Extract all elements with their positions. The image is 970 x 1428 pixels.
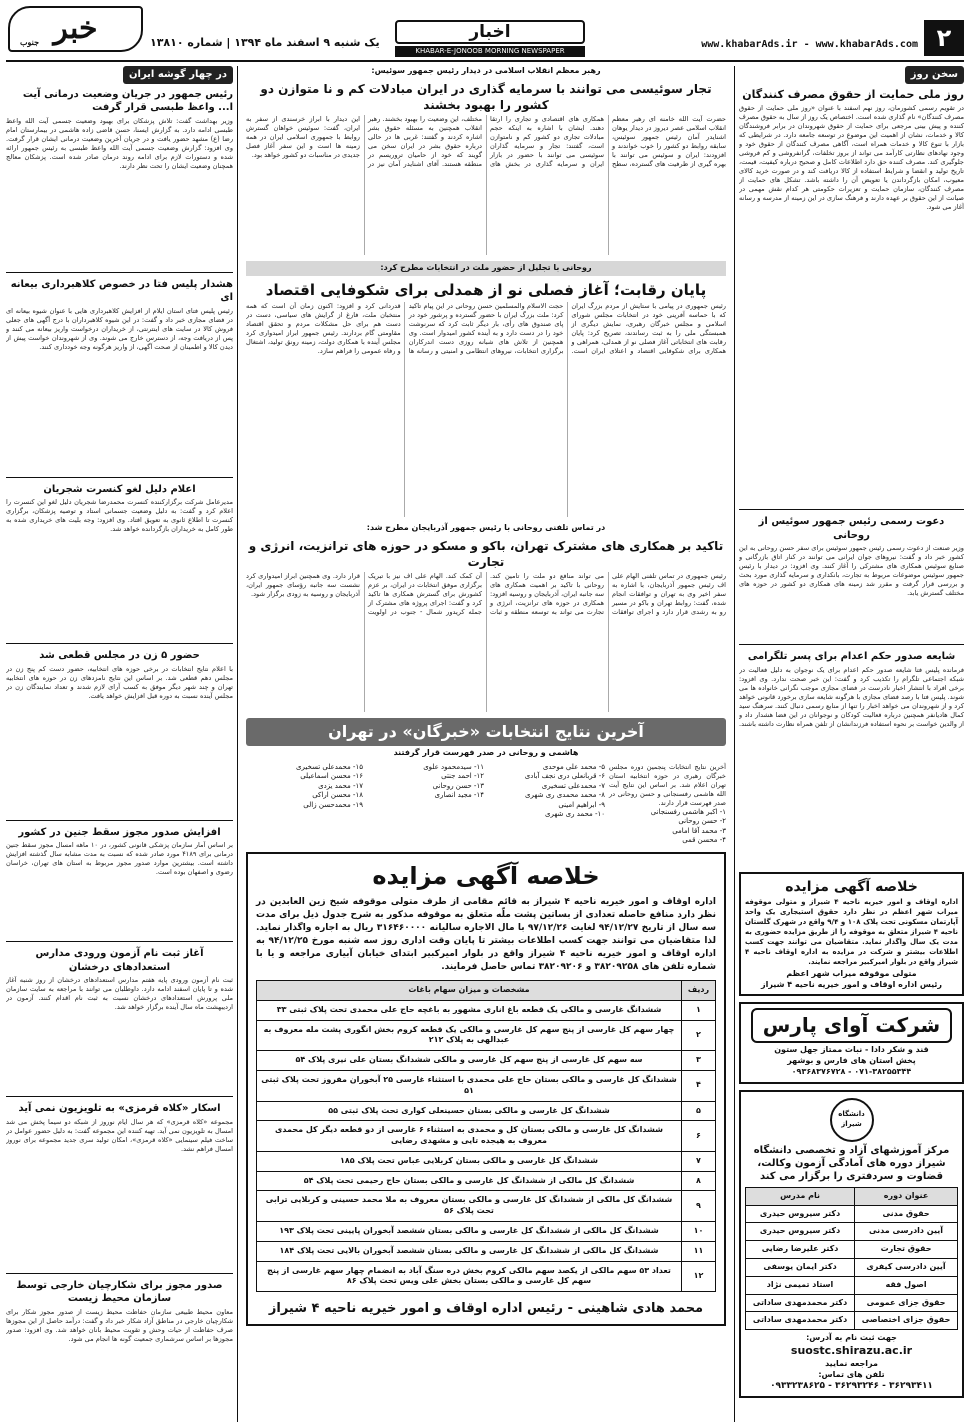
list-item: ۶- قربانعلی دری نجف آبادی [524,772,605,781]
story-title: اعلام دلیل لغو کنسرت شجریان [43,483,196,495]
section-box: در چهار گوشه ایران [123,66,233,84]
candidate-lists [246,763,726,846]
list-item: ۹- ابراهیم امینی [558,800,605,809]
teacher-header: نام مدرس [746,1187,855,1205]
lot-description: ششدانگ غارسی و مالکی یک قطعه باغ اناری مشهور به باغچه حاج علی محمدی تحت پلاک ثبتی ۳۳ [257,1000,682,1020]
lead-kicker: روحانی با تجلیل از حضور ملت در انتخابات مطرح کرد: [246,261,726,276]
date-issue: یک شنبه ۹ اسفند ماه ۱۳۹۴ | شماره ۱۳۸۱۰ [150,36,380,49]
list-item: ۱۵- محمدعلی تسخیری [296,762,363,771]
election-intro: آخرین نتایج انتخابات پنجمین دوره مجلس خبرگان رهبری در حوزه انتخابیه استان تهران اعلام شد. بر اساس این نتایج آیت الله هاشمی رفسنجانی و حسن روحانی در صدر فهرست قرار دارند. [609,762,726,807]
editorial-title: روز ملی حمایت از حقوق مصرف کنندگان [742,87,964,101]
lot-number: ۱۲ [682,1261,716,1292]
lot-number: ۱۰ [682,1222,716,1242]
table-row [257,1051,716,1071]
story-title: رئیس جمهور در جریان وضعیت درمانی آیت ا... واعظ طبسی قرار گرفت [22,88,233,113]
top-kicker: رهبر معظم انقلاب اسلامی در دیدار رئیس جمهور سوئیس: [371,66,601,75]
auction-signature: محمد هادی شاهینی - رئیس اداره اوقاف و امور خیریه ناحیه ۴ شیراز [268,1301,704,1317]
divider [6,643,233,644]
story-text: وزیر بهداشت گفت: تلاش پزشکان برای بهبود وضعیت جسمی آیت الله واعظ طبسی ادامه دارد. به گزارش ایسنا، حسن قاضی زاده هاشمی در بیمارستان امام رضا (ع) مشهد حضور یافت و در جریان آخرین وضعیت درمانی ایشان قرار گرفت. وی افزود: گزارش وضعیت جسمی آیت الله واعظ طبسی به رئیس جمهور ارائه شده و دستورات لازم برای ادامه روند درمان صادر شده است. پزشکان معالج همچنان وضعیت ایشان را تحت نظر دارند. [6,116,233,170]
lot-number-header: ردیف [682,980,716,1000]
lot-description: ششدانگ کل مالکی از ششدانگ کل غارسی و مالکی بستان حاج رحیمی تحت پلاک ۵۴ [257,1171,682,1191]
list-item: ۱۹- محمدحسن زالی [303,800,363,809]
courses-table [745,1187,958,1330]
list-item: ۵- محمد علی موحدی [542,762,605,771]
list-item: ۱۸- محسن اراکی [312,791,363,800]
teacher-name: استاد تمیمی نژاد [746,1276,855,1294]
teacher-name: دکتر سیروس حیدری [746,1223,855,1241]
ad-text: اداره اوقاف و امور خیریه ناحیه ۴ شیراز و متولی موقوفه میراب شهر اعظم در نظر دارد حقوق استیجاری یک واحد آپارتمان مسکونی تحت پلاک ۱۰۸ و ۹/۴ واقع در شهرک گلستان ناحیه ۴ شیراز متعلق به موقوفه را از طریق مزایده حضوری به مدت یک سال واگذار نماید. متقاضیان می توانند جهت کسب اطلاعات بیشتر و شرکت در مزایده به اداره اوقاف ناحیه ۴ شیراز واقع در بلوار امیرکبیر مراجعه نمایند. [745,897,959,966]
course-name: حقوق جزای اختصاصی [855,1312,958,1330]
list-item: ۱۴- مجید انصاری [434,791,484,800]
table-row [257,1261,716,1292]
lead-headline: پایان رقابت؛ آغاز فصلی نو از همدلی برای شکوفایی اقتصاد [265,280,707,299]
course-name: حقوق جزای عمومی [855,1294,958,1312]
story-text: ثبت نام آزمون ورودی پایه هفتم مدارس استعدادهای درخشان از روز شنبه آغاز شده و تا پایان اسفند ادامه دارد. داوطلبان می توانند با مراجعه به سایت سازمان ملی پرورش استعدادهای درخشان نسبت به ثبت نام اقدام کنند. آزمون در اردیبهشت ماه سال آینده برگزار خواهد شد. [6,976,233,1011]
table-row [257,1241,716,1261]
story-text: رئیس پلیس فتای استان ایلام از افزایش کلاهبرداری هایی با عنوان شیوه بیعانه ای در فضای مجازی خبر داد و گفت: در این شیوه کلاهبرداران با درج آگهی های جعلی فروش کالا در سایت های اینترنتی، از خریداران درخواست واریز بیعانه می کنند و پس از دریافت وجه، از دسترس خارج می شوند. وی از شهروندان خواست پیش از دیدن کالا و اطمینان از صحت آگهی، از واریز هرگونه وجه خودداری کنند. [6,306,233,351]
lot-number: ۷ [682,1151,716,1171]
divider [6,820,233,821]
lot-number: ۸ [682,1171,716,1191]
story-title: افزایش صدور مجوز سقط جنین در کشور [18,826,221,838]
table-row [746,1294,958,1312]
story-text: بر اساس آمار سازمان پزشکی قانونی کشور، در ۱۰ ماهه امسال مجوز سقط جنین درمانی برای ۴۱۸۹ مورد صادر شده که نسبت به مدت مشابه سال گذشته افزایش داشته است. بیشترین موارد صدور مجوز مربوط به استان های تهران، خراسان رضوی و اصفهان بوده است. [6,841,233,876]
company-brand: شرکت آوای پارس [751,1008,952,1043]
auction-ad-small [739,872,964,996]
table-row [257,1000,716,1020]
university-ad [739,1090,964,1399]
story-title: دعوت رسمی رئیس جمهور سوئیس از روحانی [758,516,945,541]
table-row [257,1020,716,1051]
lot-description: ششدانگ کل مالکی از ششدانگ کل غارسی و مالکی بستان ششصد آبخوران بالایی تحت پلاک ۱۸۴ [257,1241,682,1261]
editorial-box: سخن روز [905,66,964,84]
story-text: مجموعه «کلاه قرمزی» که هر سال ایام نوروز از شبکه دو سیما پخش می شد امسال به تلویزیون نمی آید. تهیه کننده این مجموعه گفت: به دلیل حضور عوامل در ساخت فیلم سینمایی «کلاه قرمزی»، امکان تولید سری جدید مجموعه برای نوروز امسال فراهم نشد. [6,1117,233,1153]
header-rule [6,60,964,62]
table-row [257,1151,716,1171]
company-phone: ۰۷۱-۳۸۲۵۵۳۴۴ - ۰۹۳۶۸۳۷۶۷۲۸ [791,1066,912,1076]
register-url[interactable]: suostc.shirazu.ac.ir [790,1343,913,1357]
list-item: ۱- اکبر هاشمی رفسنجانی [650,807,726,816]
lot-description: ششدانگ کل غارسی و مالکی بستان حاج علی محمدی با استثناء غارسی ۲۵ آبخوران مفروز تحت پلاک ثبتی ۵۱ [257,1070,682,1101]
teacher-name: دکتر سیروس حیدری [746,1205,855,1223]
lots-table [256,980,716,1292]
lot-number: ۱ [682,1000,716,1020]
table-row [746,1276,958,1294]
phone-story-text: رئیس جمهوری در تماس تلفنی الهام علی اف رئیس جمهور آذربایجان، با اشاره به سفر اخیر وی به تهران و توافقات انجام شده، گفت: روابط تهران و باکو در مسیر رو به رشدی قرار دارد و اجرای توافقات می تواند منافع دو ملت را تامین کند. روحانی با تاکید بر اهمیت همکاری های سه جانبه ایران، آذربایجان و روسیه افزود: همکاری در حوزه های ترانزیت، انرژی و تجارت می تواند به توسعه منطقه و ثبات آن کمک کند. الهام علی اف نیز با تبریک برگزاری موفق انتخابات در ایران، بر عزم کشورش برای گسترش همکاری ها تاکید کرد و گفت: اجرای پروژه های مشترک از جمله کریدور شمال - جنوب در اولویت قرار دارد. وی همچنین ابراز امیدواری کرد نشست سه جانبه رؤسای جمهور ایران، آذربایجان و روسیه به زودی برگزار شود. [246,572,726,617]
table-row [746,1241,958,1259]
list-item: ۱۲- احمد جنتی [441,772,484,781]
list-item: ۱۰- محمد ری شهری [544,809,605,818]
course-name: آیین دادرسی کیفری [855,1258,958,1276]
logo-small-text: جنوب [20,37,40,48]
table-row [257,1070,716,1101]
ad-sign-2: رئیس اداره اوقاف و امور خیریه ناحیه ۴ شیراز [760,979,943,989]
story-title: هشدار پلیس فتا در خصوص کلاهبرداری بیعانه ای [10,278,233,303]
table-row [257,1121,716,1152]
lot-description: ششدانگ کل غارسی و مالکی بستان حسینعلی کواری تحت پلاک ثبتی ۵۵ [257,1101,682,1121]
story-title: صدور مجوز برای شکارچیان خارجی توسط سازمان محیط زیست [16,1279,223,1304]
teacher-name: دکتر محمدمهدی ساداتی [746,1294,855,1312]
editorial-text: در تقویم رسمی کشورمان، روز نهم اسفند با عنوان «روز ملی حمایت از حقوق مصرف کنندگان» نام گذاری شده است. اختصاص یک روز از سال به حقوق مصرف کننده و پیش بینی مرجعی برای حمایت از حقوق شهروندان در برابر فروشندگان کالا و خدمات، نشان از اهمیت این موضوع در توسعه جامعه دارد. در شرایطی که بازار با تنوع کالا و خدمات همراه است، آگاهی مصرف کنندگان از حقوق خود و وجود نهادهای نظارتی کارآمد می تواند از بروز تخلفات، گرانفروشی و کم فروشی جلوگیری کند. مصرف کننده حق دارد اطلاعات کامل و صحیح درباره کیفیت، قیمت، تاریخ تولید و انقضا و شرایط استفاده از کالا دریافت کند و در صورت خرید کالای معیوب، امکان بازگرداندن یا تعویض آن را داشته باشد. تشکل های حمایت از مصرف کنندگان، سازمان حمایت و تعزیرات حکومتی هر کدام نقش مهمی در صیانت از این حقوق بر عهده دارند و فرهنگ سازی در این زمینه از مدرسه و رسانه آغاز می شود. [739,104,964,212]
lot-number: ۶ [682,1121,716,1152]
course-header: عنوان دوره [855,1187,958,1205]
divider [6,477,233,478]
lot-number: ۲ [682,1020,716,1051]
table-row [257,1171,716,1191]
divider [6,941,233,942]
course-name: حقوق مدنی [855,1205,958,1223]
story-text: معاون محیط طبیعی سازمان حفاظت محیط زیست از صدور مجوز شکار برای شکارچیان خارجی در مناطق آزاد شکار خبر داد و گفت: درآمد حاصل از این مجوزها صرف حفاظت از حیات وحش و تقویت محیط بانان خواهد شد. وی افزود: صدور مجوزها بر اساس سرشماری جمعیت گونه ها انجام می شود. [6,1307,233,1343]
divider [6,272,233,273]
list-item: ۸- محمد محمدی ری شهری [525,791,605,800]
phone-numbers: ۳۶۲۹۳۴۱۱ - ۳۶۲۹۳۲۴۶ - ۰۹۳۳۲۳۸۶۲۵ [770,1381,933,1392]
lot-description: ششدانگ کل غارسی و مالکی بستان کربلایی عباس تحت پلاک ۱۸۵ [257,1151,682,1171]
list-item: ۳- محمد آقا امامی [672,826,726,835]
list-item: ۱۶- محسن اسماعیلی [300,772,363,781]
ad-title: خلاصه آگهی مزایده [785,878,918,895]
lot-description: ششدانگ کل مالکی از ششدانگ کل غارسی و مالکی بستان ششصد آبخوران پایینی تحت پلاک ۱۹۳ [257,1222,682,1242]
list-item: ۱۱- سیدمحمود علوی [423,762,484,771]
middle-column [246,66,726,1422]
phone-kicker: در تماس تلفنی روحانی با رئیس جمهور آذربایجان مطرح شد: [366,523,606,533]
story-title: آغاز ثبت نام آزمون ورودی مدارس استعدادهای درخشان [35,948,204,973]
lot-description: سه سهم کل غارسی از پنج سهم کل غارسی و مالکی ششدانگ بستان علی نیری پلاک ۵۴ [257,1051,682,1071]
lot-number: ۳ [682,1051,716,1071]
divider [6,1096,233,1097]
top-story-text: حضرت آیت الله خامنه ای رهبر معظم انقلاب اسلامی عصر دیروز در دیدار یوهان اشنایدر آمان رئیس جمهور سوئیس، سابقه روابط دو کشور را خوب خواندند و افزودند: ایران و سوئیس می توانند با بهره گیری از ظرفیت های گسترده، سطح همکاری های اقتصادی و تجاری را ارتقا دهند. ایشان با اشاره به اینکه حجم مبادلات تجاری دو کشور کم و نامتوازن است، گفتند: تجار و سرمایه گذاران سوئیسی می توانند با حضور در بازار ایران و سرمایه گذاری در بخش های مختلف، این وضعیت را بهبود بخشند. رهبر انقلاب همچنین به مسئله حقوق بشر اشاره کردند و گفتند: غربی ها در حالی درباره حقوق بشر در ایران سخن می گویند که خود از حامیان تروریسم در منطقه هستند. آقای اشنایدر آمان نیز در این دیدار با ابراز خرسندی از سفر به ایران، گفت: سوئیس خواهان گسترش روابط با جمهوری اسلامی ایران در همه زمینه ها است و این سفر آغاز فصل جدیدی در مناسبات دو کشور خواهد بود. [246,115,726,169]
story-title: شایعه صدور حکم اعدام برای پسر تلگرامی [747,651,956,663]
lot-description: چهار سهم کل غارسی از پنج سهم کل غارسی و مالکی یک قطعه کروم بخش انگوری پشت مله معروف به عبدالهی به پلاک ۲۱۲ [257,1020,682,1051]
logo-text: خبر [53,10,98,46]
list-item: ۴- محسن قمی [682,836,726,845]
story-text: فرمانده پلیس فتا شایعه صدور حکم اعدام برای یک نوجوان به دلیل فعالیت در شبکه اجتماعی تلگرام را تکذیب کرد و گفت: این خبر صحت ندارد. وی افزود: برخی افراد با انتشار اخبار نادرست در فضای مجازی موجب نگرانی خانواده ها می شوند. پلیس فتا با رصد فضای مجازی با هرگونه شایعه سازی برخورد قانونی خواهد کرد و از شهروندان می خواهد اخبار را تنها از منابع رسمی دنبال کنند. سرهنگ سید کمال هادیانفر همچنین درباره فعالیت کودکان و نوجوانان در این فضا هشدار داد و از والدین خواست بر نحوه استفاده فرزندانشان از تلفن همراه نظارت داشته باشند. [739,665,964,728]
register-after: مراجعه نمایید [825,1358,878,1368]
list-item: ۱۷- محمد یزدی [318,781,363,790]
story-title: اسکار «کلاه قرمزی» به تلویزیون نمی آید [18,1103,221,1114]
lot-number: ۴ [682,1070,716,1101]
lead-story-text: رئیس جمهوری در پیامی با ستایش از مردم بزرگ ایران که با حماسه آفرینی خود در انتخابات مجلس شورای اسلامی و مجلس خبرگان رهبری، نمایش دیگری از همبستگی ملی را به ثبت رساندند، تصریح کرد: پایان رقابت های انتخاباتی آغاز فصلی نو از همدلی، همراهی و همکاری برای شکوفایی اقتصاد و اعتلای ایران است. حجت الاسلام والمسلمین حسن روحانی در این پیام تاکید کرد: ملت بزرگ ایران با حضور گسترده و پرشور خود در پای صندوق های رأی، بار دیگر ثابت کرد که سرنوشت خود را در دست دارد و به آینده کشور امیدوار است. وی همچنین از تلاش های شبانه روزی دست اندرکاران برگزاری انتخابات، نیروهای انتظامی و امنیتی و رسانه ها قدردانی کرد و افزود: اکنون زمان آن است که همه منتخبان ملت، فارغ از گرایش های سیاسی، دست در دست هم برای حل مشکلات مردم و تحقق اقتصاد مقاومتی گام بردارند. رئیس جمهور ابراز امیدواری کرد مجلس آینده با همکاری دولت، زمینه رونق تولید، اشتغال و رفاه عمومی را فراهم سازد. [246,302,726,356]
table-row [257,1101,716,1121]
page-number: ۲ [924,20,964,56]
website-url[interactable]: www.khabarAds.ir - www.khabarAds.com [701,39,918,50]
divider [739,509,964,510]
register-label: جهت ثبت نام به آدرس: [806,1333,897,1343]
lot-desc-header: مشخصات و میزان سهام باغات [257,980,682,1000]
section-subtitle: KHABAR-E-JONOOB MORNING NEWSPAPER [395,46,585,57]
story-text: با اعلام نتایج انتخابات در برخی حوزه های انتخابیه، حضور دست کم پنج زن در مجلس دهم قطعی شد. بر اساس این نتایج نامزدهای زن در حوزه های انتخابیه تهران و چند شهر دیگر موفق به کسب آرای لازم شدند و تعداد نمایندگان زن در مجلس آینده نسبت به دوره قبل افزایش خواهد یافت. [6,664,233,700]
course-name: حقوق تجارت [855,1241,958,1259]
phone-headline: تاکید بر همکاری های مشترک تهران، باکو و مسکو در حوزه های ترانزیت، انرژی و تجارت [248,539,724,570]
table-row [746,1258,958,1276]
lot-number: ۱۱ [682,1241,716,1261]
section-title: اخبار [395,20,585,44]
course-name: آیین دادرسی مدنی [855,1223,958,1241]
masthead [0,0,970,62]
story-text: مدیرعامل شرکت برگزارکننده کنسرت محمدرضا شجریان دلیل لغو این کنسرت را اعلام کرد و گفت: به دلیل وضعیت جسمانی استاد و توصیه پزشکان، برگزاری کنسرت تا اطلاع ثانوی به تعویق افتاد. وی افزود: وجه بلیت های خریداری شده به طور کامل به خریداران بازگردانده خواهد شد. [6,498,233,533]
lot-number: ۹ [682,1191,716,1222]
course-name: اصول فقه [855,1276,958,1294]
table-row [746,1205,958,1223]
company-ad [739,1002,964,1083]
top-headline: تجار سوئیسی می توانند با سرمایه گذاری در ایران مبادلات کم و نا متوازن دو کشور را بهبود بخشند [260,81,712,112]
lot-description: ششدانگ کل مالکی از ششدانگ کل غارسی و مالکی بستان معروف به ملا محمد حسینی و کربلایی ترابی تحت پلاک ۵۶ [257,1191,682,1222]
right-column [734,66,964,1422]
list-item: ۷- محمدعلی تسخیری [541,781,605,790]
left-column [6,66,238,1422]
auction-ad [246,852,726,1326]
teacher-name: دکتر علیرضا رضایی [746,1241,855,1259]
company-line: قند و شکر دادا - نبات ممتاز جهل ستون [774,1045,929,1055]
story-title: حضور ۵ زن در مجلس قطعی شد [39,650,200,661]
table-row [257,1191,716,1222]
list-item: ۱۳- حسن روحانی [432,781,484,790]
divider [739,644,964,645]
lot-description: ششدانگ کل غارسی و مالکی بستان کل و محمدی به استثناء ۶ غارسی از دو قطعه دیگر کل محمدی معروف به هیجده تایی و مشهدی رضایی [257,1121,682,1152]
lot-number: ۵ [682,1101,716,1121]
auction-body: اداره اوقاف و امور خیریه ناحیه ۴ شیراز به قائم مقامی از طرف متولی موقوفه شیخ زین العابدین در نظر دارد منافع حاصله تعدادی از بساتین پشت ملّه متعلق به موقوفه مذکور به شرح جدول ذیل برای مدت سه سال از تاریخ ۹۴/۱۲/۲۷ لغایت ۹۷/۱۲/۲۶ با مال الاجاره سالیانه ۳۱۶۴۶۰۰۰۰ ریال به اجاره واگذار نماید. لذا متقاضیان می توانند جهت کسب اطلاعات بیشتر تا پایان وقت اداری روز سه شنبه مورخ ۹۴/۱۲/۲۵ به اداره اوقاف و امور خیریه ناحیه ۴ شیراز واقع در بلوار امیرکبیر ابتدای خیابان آبیاری مراجعه و یا با شماره تلفن های ۳۸۲۰۹۲۵۸ و ۳۸۲۰۹۲۰۶ تماس حاصل فرمایند. [256,896,716,972]
election-subtitle: هاشمی و روحانی در صدر فهرست قرار گرفتند [393,747,579,757]
university-ad-title: مرکز آموزشهای آزاد و تخصصی دانشگاه شیراز دوره های آمادگی آزمون وکالت، قضاوت و سردفتری را برگزار می کند [753,1144,950,1182]
table-row [746,1223,958,1241]
election-headline: آخرین نتایج انتخابات «خبرگان» در تهران [246,718,726,746]
ad-sign: متولی موقوفه میراب شهر اعظم [786,968,917,978]
story-text: وزیر صنعت از دعوت رسمی رئیس جمهور سوئیس برای سفر حسن روحانی به این کشور خبر داد و گفت: نیروهای جوان ایرانی می توانند در کنار اتاق بازرگانی و صنایع سوئیس همکاری های مشترکی را آغاز کنند. وی افزود: در دیدار با رئیس جمهور سوئیس موضوعات مربوط به تجارت، بانکداری و سرمایه گذاری مورد بحث و بررسی قرار گرفت و مقرر شد زمینه های همکاری دو کشور در حوزه های مختلف گسترش یابد. [739,544,964,598]
divider [6,1273,233,1274]
teacher-name: دکتر محمدمهدی ساداتی [746,1312,855,1330]
company-line: پخش استان های فارس و بوشهر [787,1056,916,1066]
teacher-name: دکتر ایمان یوسفی [746,1258,855,1276]
list-item: ۲- حسن روحانی [678,817,726,826]
table-row [257,1222,716,1242]
table-row [746,1312,958,1330]
lot-description: تعداد ۵۳ سهم مالکی از یکصد سهم مالکی کروم بخش دره سنگ آباد به انضمام چهار سهم غارسی از پنج سهم کل غارسی و مالکی بستان بخش علی ویس تحت پلاک ۸۶ [257,1261,682,1292]
university-seal-icon: دانشگاه شیراز [830,1098,874,1142]
auction-title: خلاصه آگهی مزایده [372,861,600,890]
phone-label: تلفن های تماس: [818,1369,885,1379]
newspaper-logo [8,6,143,52]
